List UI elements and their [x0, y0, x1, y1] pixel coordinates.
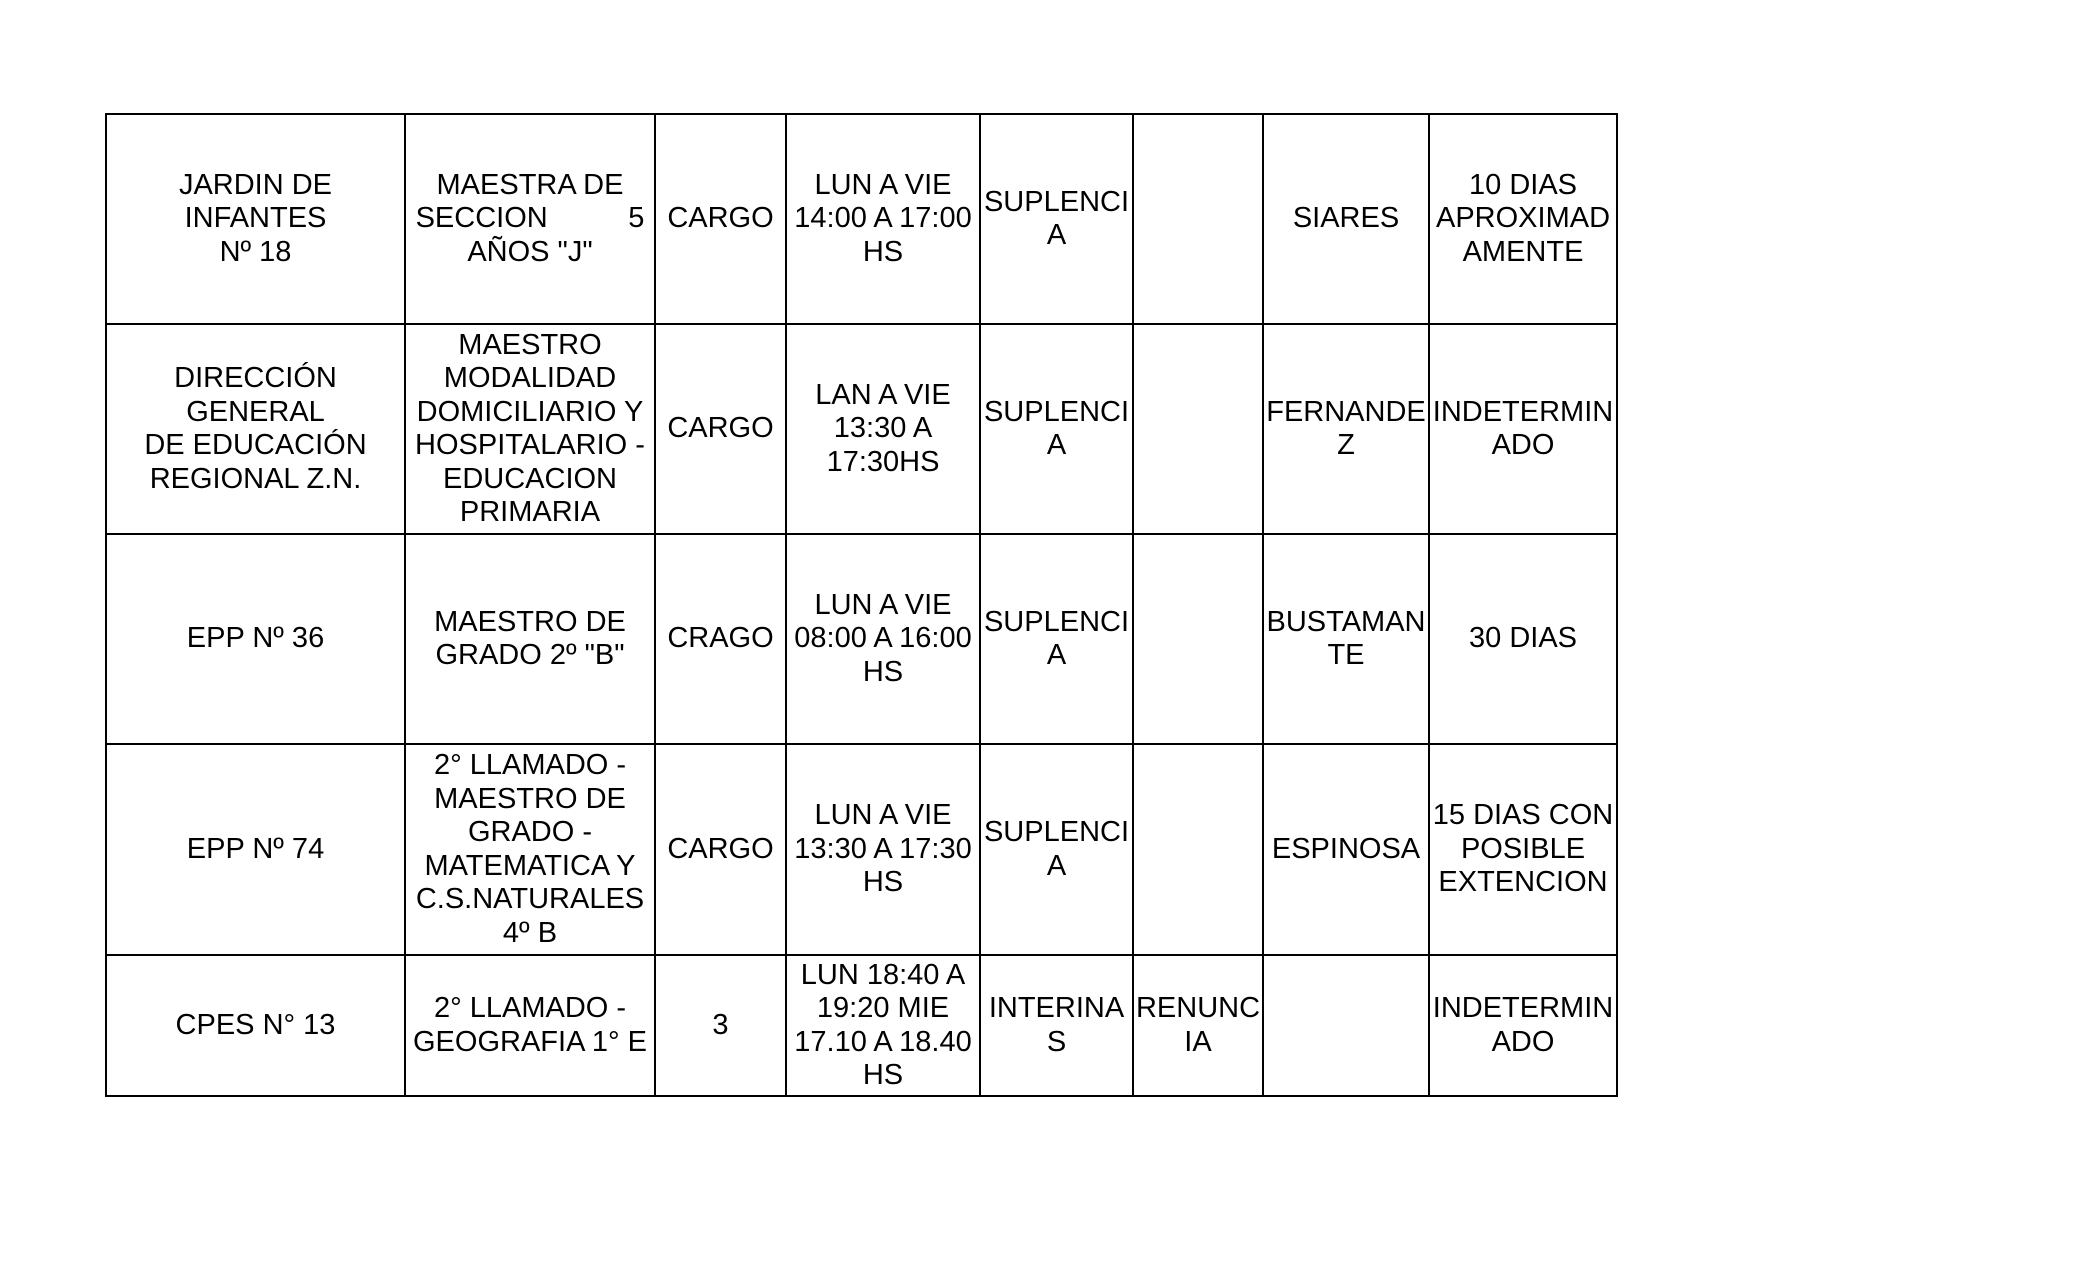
- type-text: CARGO: [667, 202, 774, 235]
- institution-text: JARDIN DE INFANTES Nº 18: [178, 168, 333, 268]
- character-text: SUPLENCI A: [983, 185, 1130, 251]
- table-row: [106, 744, 1617, 955]
- position-text: MAESTRO DE GRADO 2º "B": [434, 605, 626, 671]
- position-cell: [405, 744, 655, 955]
- character-cell: [980, 114, 1133, 324]
- table-body: [106, 114, 1617, 1096]
- position-text: 2° LLAMADO - MAESTRO DE GRADO - MATEMATICA Y C.S.NATURALES 4º B: [415, 749, 645, 949]
- institution-text: EPP Nº 74: [186, 832, 325, 865]
- schedule-cell: [786, 955, 980, 1096]
- schedule-cell: [786, 534, 980, 744]
- holder-cell: [1263, 324, 1429, 534]
- duration-text: INDETERMIN ADO: [1432, 992, 1614, 1058]
- duration-cell: [1429, 114, 1617, 324]
- duration-text: 10 DIAS APROXIMAD AMENTE: [1435, 168, 1611, 268]
- character-text: SUPLENCI A: [983, 605, 1130, 671]
- schedule-cell: [786, 744, 980, 955]
- institution-cell: [106, 114, 405, 324]
- table-row: [106, 955, 1617, 1096]
- type-cell: [655, 114, 786, 324]
- duration-cell: [1429, 324, 1617, 534]
- reason-cell: [1133, 324, 1263, 534]
- institution-text: DIRECCIÓN GENERAL DE EDUCACIÓN REGIONAL Z.N.: [144, 362, 367, 495]
- duration-cell: [1429, 744, 1617, 955]
- duration-text: 30 DIAS: [1469, 622, 1577, 655]
- institution-cell: [106, 744, 405, 955]
- reason-cell: [1133, 744, 1263, 955]
- reason-text: RENUNC IA: [1135, 992, 1261, 1058]
- schedule-text: LUN 18:40 A 19:20 MIE 17.10 A 18.40 HS: [794, 958, 972, 1091]
- holder-cell: [1263, 534, 1429, 744]
- character-cell: [980, 324, 1133, 534]
- type-cell: [655, 324, 786, 534]
- reason-cell: [1133, 114, 1263, 324]
- institution-cell: [106, 324, 405, 534]
- holder-text: ESPINOSA: [1271, 832, 1421, 865]
- character-cell: [980, 744, 1133, 955]
- character-text: SUPLENCI A: [983, 816, 1130, 882]
- duration-text: 15 DIAS CON POSIBLE EXTENCION: [1432, 799, 1614, 899]
- holder-text: BUSTAMAN TE: [1266, 605, 1426, 671]
- institution-text: CPES N° 13: [175, 1008, 336, 1041]
- schedule-text: LAN A VIE 13:30 A 17:30HS: [815, 378, 951, 478]
- table-row: [106, 534, 1617, 744]
- character-text: INTERINA S: [988, 992, 1125, 1058]
- position-cell: [405, 955, 655, 1096]
- position-text: MAESTRO MODALIDAD DOMICILIARIO Y HOSPITALARIO - EDUCACION PRIMARIA: [415, 328, 645, 528]
- schedule-cell: [786, 114, 980, 324]
- character-cell: [980, 955, 1133, 1096]
- type-text: CARGO: [667, 832, 774, 865]
- duration-text: INDETERMIN ADO: [1432, 395, 1614, 461]
- type-text: 3: [712, 1008, 729, 1041]
- vacancies-table: [105, 113, 1618, 1097]
- position-text: 2° LLAMADO - GEOGRAFIA 1° E: [413, 992, 647, 1058]
- holder-cell: [1263, 955, 1429, 1096]
- schedule-text: LUN A VIE 08:00 A 16:00 HS: [794, 588, 972, 688]
- type-cell: [655, 744, 786, 955]
- position-text: MAESTRA DE SECCION 5 AÑOS "J": [415, 168, 645, 268]
- position-cell: [405, 114, 655, 324]
- schedule-cell: [786, 324, 980, 534]
- holder-cell: [1263, 744, 1429, 955]
- position-cell: [405, 324, 655, 534]
- position-cell: [405, 534, 655, 744]
- character-cell: [980, 534, 1133, 744]
- institution-text: EPP Nº 36: [186, 622, 325, 655]
- table-row: [106, 114, 1617, 324]
- reason-cell: [1133, 534, 1263, 744]
- institution-cell: [106, 534, 405, 744]
- type-text: CRAGO: [667, 622, 774, 655]
- reason-cell: [1133, 955, 1263, 1096]
- duration-cell: [1429, 955, 1617, 1096]
- holder-text: SIARES: [1292, 202, 1400, 235]
- holder-cell: [1263, 114, 1429, 324]
- type-cell: [655, 955, 786, 1096]
- type-text: CARGO: [667, 412, 774, 445]
- schedule-text: LUN A VIE 13:30 A 17:30 HS: [794, 799, 972, 899]
- institution-cell: [106, 955, 405, 1096]
- duration-cell: [1429, 534, 1617, 744]
- schedule-text: LUN A VIE 14:00 A 17:00 HS: [794, 168, 972, 268]
- holder-text: FERNANDE Z: [1266, 395, 1426, 461]
- table-row: [106, 324, 1617, 534]
- character-text: SUPLENCI A: [983, 395, 1130, 461]
- type-cell: [655, 534, 786, 744]
